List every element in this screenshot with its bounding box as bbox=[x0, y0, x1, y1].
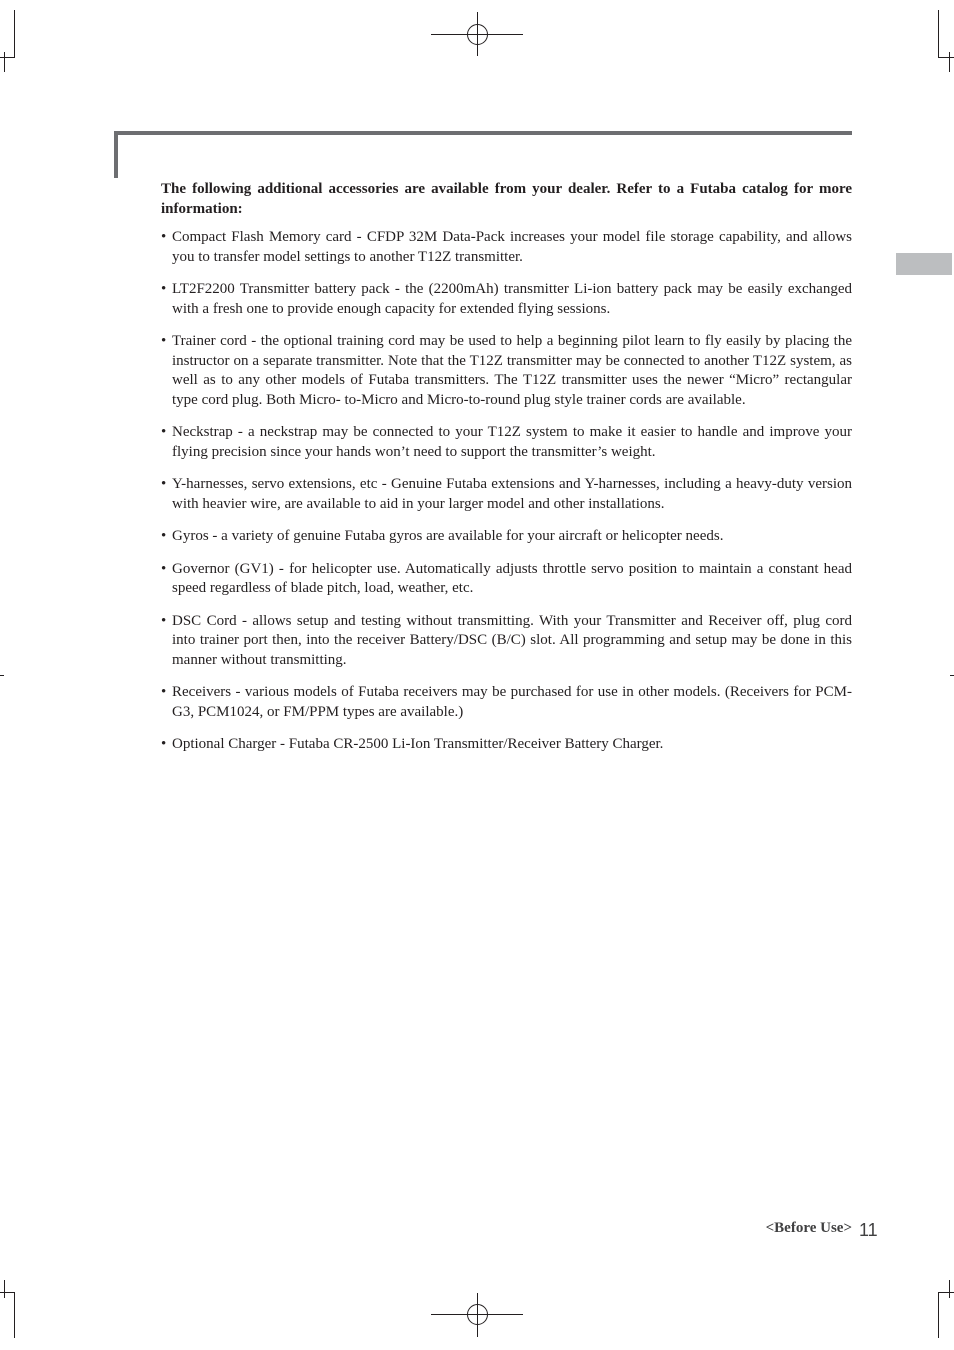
accessory-item bbox=[161, 228, 852, 267]
bullet-icon: • bbox=[161, 281, 167, 297]
accessory-item bbox=[161, 280, 852, 319]
accessory-item bbox=[161, 332, 852, 410]
crop-mark-top-right-outer bbox=[949, 52, 950, 72]
accessories-section bbox=[161, 180, 852, 768]
page-number: 11 bbox=[859, 1220, 878, 1240]
crop-mark-bottom-left-outer bbox=[4, 1280, 5, 1298]
crop-mark-top-right-horizontal bbox=[938, 57, 954, 58]
accessory-text: Compact Flash Memory card - CFDP 32M Data-Pack increases your model file storage capability, and allows you to transfer model settings to another T12Z transmitter. bbox=[172, 229, 852, 265]
accessory-item bbox=[161, 527, 852, 547]
crop-mark-bottom-right-vertical bbox=[938, 1292, 939, 1338]
accessory-item bbox=[161, 560, 852, 599]
accessory-text: Optional Charger - Futaba CR-2500 Li-Ion Transmitter/Receiver Battery Charger. bbox=[172, 736, 664, 752]
crop-mark-bottom-right-horizontal bbox=[938, 1292, 954, 1293]
accessory-text: DSC Cord - allows setup and testing without transmitting. With your Transmitter and Receiver off, plug cord into trainer port then, into the receiver Battery/DSC (B/C) slot. All programming and setup may be done in this manner without transmitting. bbox=[172, 612, 852, 668]
crop-mark-bottom-right-outer bbox=[949, 1280, 950, 1298]
registration-mark-top-circle bbox=[467, 24, 488, 45]
side-tick-right bbox=[950, 675, 954, 676]
accessory-text: Receivers - various models of Futaba receivers may be purchased for use in other models. (Receivers for PCM-G3, PCM1024, or FM/PPM types are available.) bbox=[172, 684, 852, 720]
accessory-item bbox=[161, 683, 852, 722]
chapter-thumb-tab bbox=[896, 253, 952, 275]
accessory-text: Governor (GV1) - for helicopter use. Automatically adjusts throttle servo position to maintain a constant head speed regardless of blade pitch, load, weather, etc. bbox=[172, 560, 852, 596]
bullet-icon: • bbox=[161, 424, 167, 440]
footer-section-label: <Before Use> bbox=[765, 1220, 852, 1236]
accessory-item bbox=[161, 735, 852, 755]
crop-mark-top-left-horizontal bbox=[0, 57, 15, 58]
crop-mark-bottom-left-horizontal bbox=[0, 1292, 15, 1293]
accessory-text: Y-harnesses, servo extensions, etc - Genuine Futaba extensions and Y-harnesses, including a heavy-duty version with heavier wire, are available to aid in your larger model and other installations. bbox=[172, 476, 852, 512]
crop-mark-top-right-vertical bbox=[938, 10, 939, 58]
section-header-bracket bbox=[114, 131, 118, 178]
bullet-icon: • bbox=[161, 528, 167, 544]
accessory-item bbox=[161, 475, 852, 514]
accessory-item bbox=[161, 423, 852, 462]
bullet-icon: • bbox=[161, 229, 167, 245]
bullet-icon: • bbox=[161, 476, 167, 492]
bullet-icon: • bbox=[161, 560, 167, 577]
bullet-icon: • bbox=[161, 736, 167, 752]
accessory-text: Trainer cord - the optional training cord may be used to help a beginning pilot learn to fly easily by placing the instructor on a separate transmitter. Note that the T12Z transmitter may be connected to another T12Z system, as well as to any other models of Futaba transmitters. The T12Z transmitter uses the newer “Micro” rectangular type cord plug. Both Micro- to-Micro and Micro-to-round plug style trainer cords are available. bbox=[172, 333, 852, 408]
registration-mark-bottom-circle bbox=[467, 1304, 488, 1325]
bullet-icon: • bbox=[161, 612, 167, 629]
bullet-icon: • bbox=[161, 333, 167, 349]
side-tick-left bbox=[0, 675, 4, 676]
accessory-item bbox=[161, 612, 852, 671]
intro-paragraph: The following additional accessories are available from your dealer. Refer to a Futaba catalog for more information: bbox=[161, 181, 852, 217]
crop-mark-top-left-outer bbox=[4, 52, 5, 72]
accessory-text: LT2F2200 Transmitter battery pack - the (2200mAh) transmitter Li-ion battery pack may be easily exchanged with a fresh one to provide enough capacity for extended flying sessions. bbox=[172, 281, 852, 317]
accessory-text: Gyros - a variety of genuine Futaba gyros are available for your aircraft or helicopter needs. bbox=[172, 528, 724, 544]
bullet-icon: • bbox=[161, 684, 167, 700]
crop-mark-top-left-vertical bbox=[14, 10, 15, 58]
section-header-rule bbox=[114, 131, 852, 135]
crop-mark-bottom-left-vertical bbox=[14, 1292, 15, 1338]
accessory-text: Neckstrap - a neckstrap may be connected to your T12Z system to make it easier to handle and improve your flying precision since your hands won’t need to support the transmitter’s weight. bbox=[172, 424, 852, 460]
